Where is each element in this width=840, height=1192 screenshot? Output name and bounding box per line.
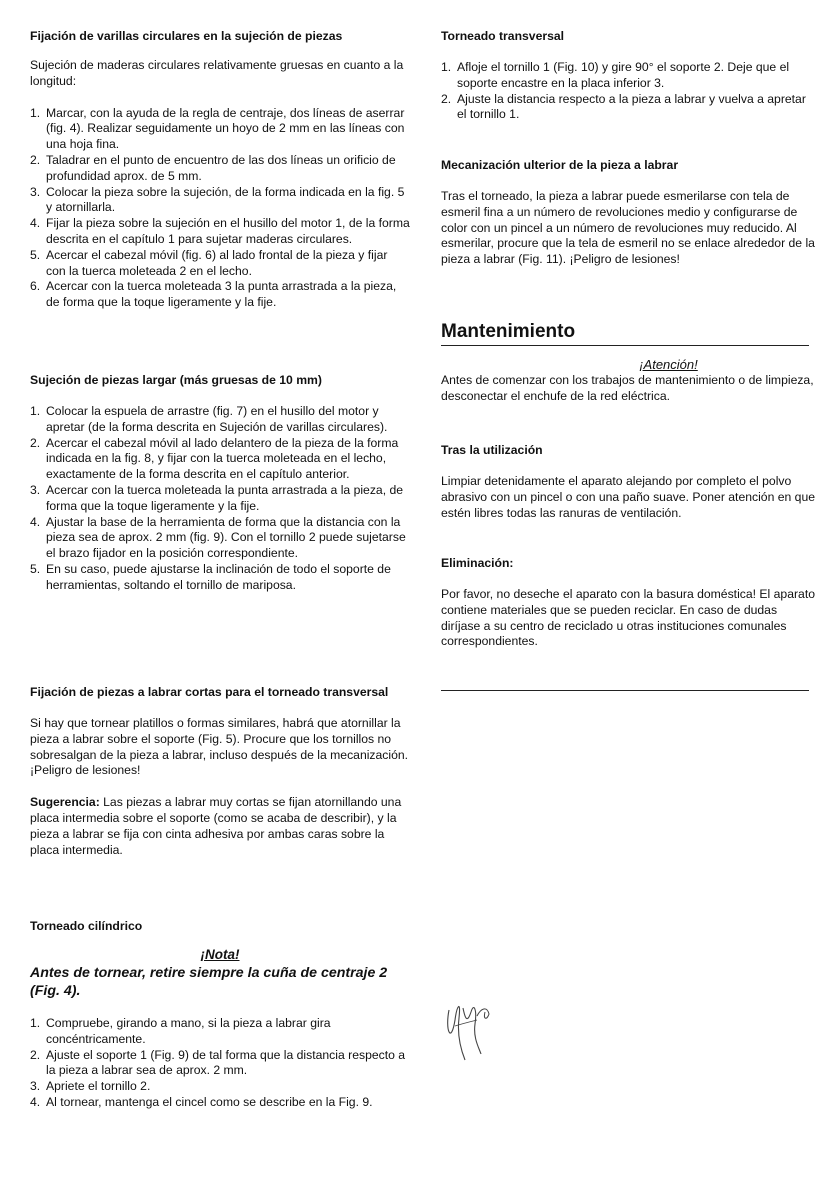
list-item: 5. En su caso, puede ajustarse la inclinación de todo el soporte de herramientas, soltando el tornillo de mariposa. xyxy=(30,561,391,592)
list-item: 1. Afloje el tornillo 1 (Fig. 10) y gire 90° el soporte 2. Deje que el soporte encastre en la placa inferior 3. xyxy=(441,60,790,90)
section-title: Fijación de varillas circulares en la sujeción de piezas xyxy=(30,29,343,43)
list-item: 2. Acercar el cabezal móvil al lado delantero de la pieza de la forma indicada en la fig. 8, y fijar con la tuerca moleteada en el lecho, exactamente de la forma descrita en el capítulo anterior. xyxy=(30,435,399,482)
list-item: 1. Compruebe, girando a mano, si la pieza a labrar gira concéntricamente. xyxy=(30,1016,331,1046)
section-mantenimiento xyxy=(441,320,816,405)
steps-list xyxy=(30,1016,410,1111)
list-item: 3. Acercar con la tuerca moleteada la punta arrastrada a la pieza, de forma que la toque ligeramente y la fije. xyxy=(30,482,404,513)
title-underline xyxy=(441,345,809,346)
list-item: 4. Fijar la pieza sobre la sujeción en el husillo del motor 1, de la forma descrita en el capítulo 1 para sujetar maderas circulares. xyxy=(30,216,410,246)
list-item: 1. Colocar la espuela de arrastre (fig. 7) en el husillo del motor y apretar (de la forma descrita en Sujeción de varillas circulares). xyxy=(30,404,388,434)
list-item: 5. Acercar el cabezal móvil (fig. 6) al lado frontal de la pieza y fijar con la tuerca moleteada 2 en el lecho. xyxy=(30,247,388,278)
section-title: Torneado transversal xyxy=(441,29,565,43)
section-torneado-cilindrico xyxy=(30,918,410,1111)
section-title: Fijación de piezas a labrar cortas para el torneado transversal xyxy=(30,685,389,699)
section-text: Antes de comenzar con los trabajos de mantenimiento o de limpieza, desconectar el enchufe de la red eléctrica. xyxy=(441,373,814,403)
tip-text: Las piezas a labrar muy cortas se fijan atornillando una placa intermedia sobre el soporte (como se acaba de describir), y la pieza a labrar se fija con cinta adhesiva por ambas caras sobre la placa intermedia. xyxy=(30,795,402,857)
section-title: Sujeción de piezas largar (más gruesas de 10 mm) xyxy=(30,373,322,387)
maintenance-title: Mantenimiento xyxy=(441,321,576,342)
tip-paragraph xyxy=(30,795,410,858)
attention-heading: ¡Atención! xyxy=(639,357,698,372)
section-mecanizacion xyxy=(441,157,816,268)
section-torneado-transversal xyxy=(441,28,816,123)
list-item: 3. Colocar la pieza sobre la sujeción, de la forma indicada en la fig. 5 y atornillarla. xyxy=(30,184,405,215)
steps-list xyxy=(30,404,410,594)
divider-line xyxy=(441,690,809,691)
list-item: 2. Ajuste la distancia respecto a la pieza a labrar y vuelva a apretar el tornillo 1. xyxy=(441,91,806,122)
list-item: 3. Apriete el tornillo 2. xyxy=(30,1079,151,1094)
section-title: Torneado cilíndrico xyxy=(30,919,143,933)
list-item: 4. Ajustar la base de la herramienta de forma que la distancia con la pieza sea de aprox. 2 mm (fig. 9). Con el tornillo 2 puede sujetarse el brazo fijador en la posición correspondiente. xyxy=(30,514,406,561)
steps-list xyxy=(30,106,410,311)
section-title: Mecanización ulterior de la pieza a labrar xyxy=(441,158,679,172)
list-item: 4. Al tornear, mantenga el cincel como se describe en la Fig. 9. xyxy=(30,1094,373,1109)
section-text: Tras el torneado, la pieza a labrar puede esmerilarse con tela de esmeril fina a un número de revoluciones medio y configurarse de color con un pincel a un número de revoluciones muy reducido. Al esmerilar, procure que la tela de esmeril no se enlace alrededor de la pieza a labrar (Fig. 11). ¡Peligro de lesiones! xyxy=(441,189,815,267)
section-title: Eliminación: xyxy=(441,556,514,570)
section-text: Limpiar detenidamente el aparato alejando por completo el polvo abrasivo con un pincel o con una paño suave. Poner atención en que estén libres todas las ranuras de ventilación. xyxy=(441,474,816,520)
steps-list xyxy=(441,60,816,123)
tip-label: Sugerencia: xyxy=(30,795,100,810)
section-text: Por favor, no deseche el aparato con la basura doméstica! El aparato contiene materiales que se pueden reciclar. En caso de dudas diríjase a su centro de reciclado u otras instituciones comunales correspondientes. xyxy=(441,587,815,649)
section-eliminacion xyxy=(441,555,816,650)
note-heading: ¡Nota! xyxy=(200,947,240,962)
list-item: 6. Acercar con la tuerca moleteada 3 la punta arrastrada a la pieza, de forma que la toque ligeramente y la fije. xyxy=(30,279,397,310)
section-piezas-cortas xyxy=(30,684,410,858)
section-piezas-largas xyxy=(30,372,410,594)
section-text: Si hay que tornear platillos o formas similares, habrá que atornillar la pieza a labrar sobre el soporte (Fig. 5). Procure que los tornillos no sobresalgan de la pieza a labrar, incluso después de la mecanización. ¡Peligro de lesiones! xyxy=(30,716,409,778)
list-item: 2. Ajuste el soporte 1 (Fig. 9) de tal forma que la distancia respecto a la pieza a labrar sea de aprox. 2 mm. xyxy=(30,1047,406,1078)
section-intro: Sujeción de maderas circulares relativamente gruesas en cuanto a la longitud: xyxy=(30,58,404,88)
warning-text: Antes de tornear, retire siempre la cuña de centraje 2 (Fig. 4). xyxy=(30,965,388,999)
list-item: 2. Taladrar en el punto de encuentro de las dos líneas un orificio de profundidad aprox. de 5 mm. xyxy=(30,152,396,183)
handwritten-signature xyxy=(441,990,501,1070)
section-title: Tras la utilización xyxy=(441,443,543,457)
list-item: 1. Marcar, con la ayuda de la regla de centraje, dos líneas de aserrar (fig. 4). Realizar seguidamente un hoyo de 2 mm en las líneas con una hoja fina. xyxy=(30,105,405,152)
section-tras-utilizacion xyxy=(441,442,816,521)
section-fijacion-varillas xyxy=(30,28,410,311)
